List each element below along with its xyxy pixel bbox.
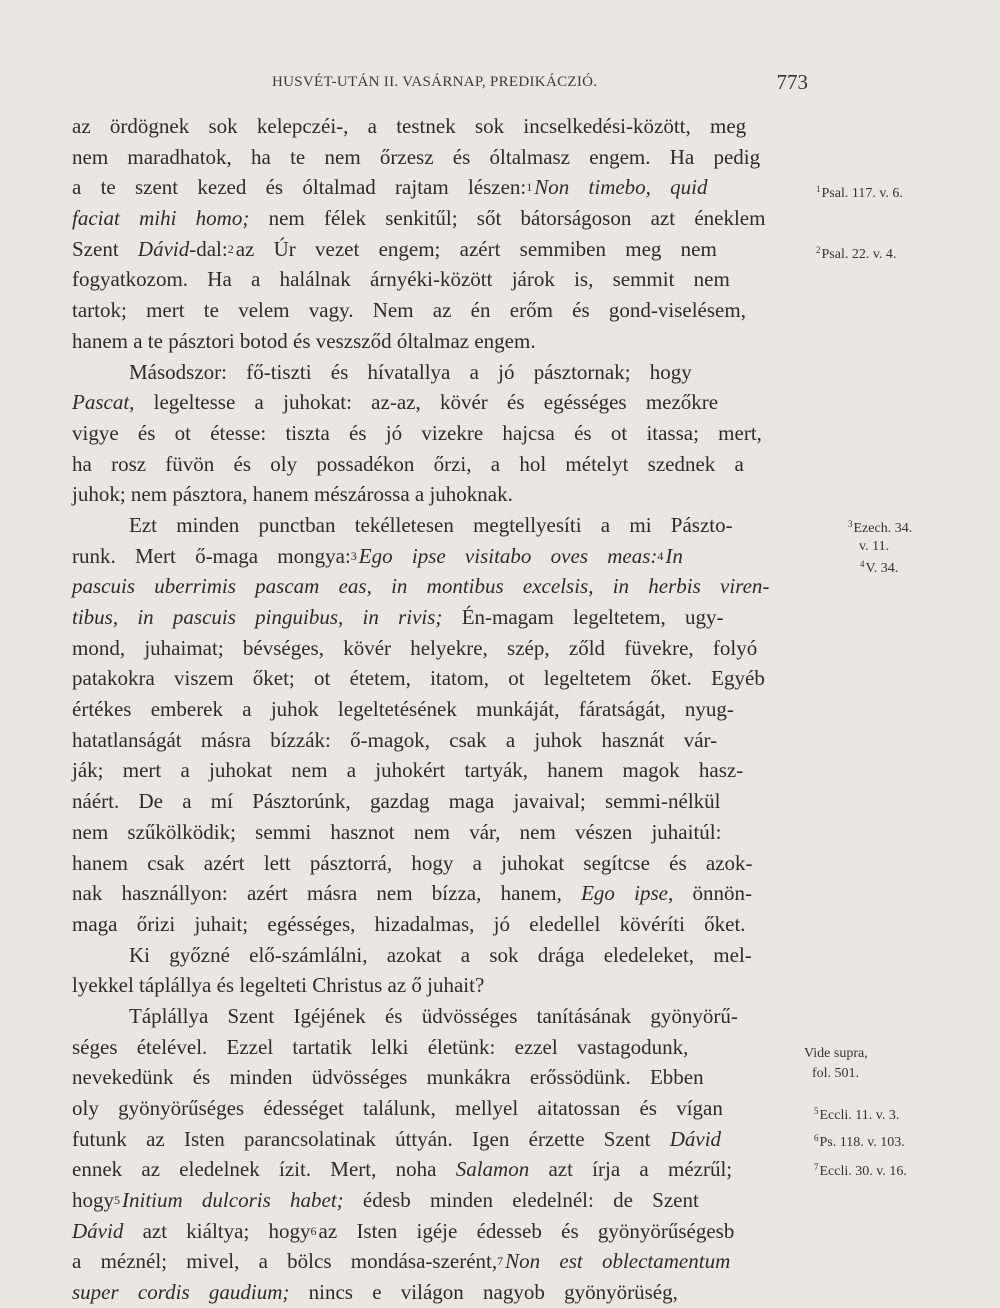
text-line: [72, 357, 812, 388]
text-run: Másodszor: fő-tiszti és hívatallya a jó pásztornak; hogy: [129, 359, 692, 384]
text-run: -dal:: [189, 236, 228, 261]
text-run: azt kiáltya; hogy: [123, 1218, 311, 1243]
text-run: Ezt minden punctban tekélletesen megtellyesíti a mi Pászto-: [129, 512, 733, 537]
footnote-marker: 1: [526, 180, 533, 195]
text-run: maga őrizi juhait; egésséges, hizadalmas, jó eledellel kövéríti őket.: [72, 911, 746, 936]
italic-text: pascuis uberrimis pascam eas, in montibus excelsis, in herbis viren-: [72, 574, 770, 599]
text-run: hanem csak azért lett pásztorrá, hogy a juhokat segítcse és azok-: [72, 850, 753, 875]
margin-note: [804, 1045, 868, 1062]
text-line: [72, 663, 812, 694]
text-run: fogyatkozom. Ha a halálnak árnyéki-között járok is, semmit nem: [72, 267, 730, 292]
text-line: [72, 571, 812, 602]
text-run: vigye és ot étesse: tiszta és jó vizekre hajcsa és ot itassa; mert,: [72, 420, 762, 445]
text-run: édesb minden eledelnél: de Szent: [343, 1188, 699, 1213]
text-line: [72, 848, 812, 879]
note-text: Psal. 22. v. 4.: [821, 247, 897, 262]
text-run: Táplállya Szent Igéjének és üdvösséges tanításának gyönyörű-: [129, 1003, 738, 1028]
text-run: értékes emberek a juhok legeltetésének munkáját, fáratságát, nyug-: [72, 697, 734, 722]
text-run: az Isten igéje édesseb és gyönyörűségesb: [318, 1218, 735, 1243]
text-run: nincs e világon nagyob gyönyörüség,: [289, 1280, 678, 1305]
text-line: [72, 878, 812, 909]
text-line: [72, 510, 812, 541]
text-run: náért. De a mí Pásztorúnk, gazdag maga javaival; semmi-nélkül: [72, 789, 721, 814]
text-run: ennek az eledelnek ízit. Mert, noha: [72, 1157, 456, 1182]
text-run: önnön-: [673, 881, 752, 906]
italic-text: Ego ipse visitabo oves meas:: [358, 543, 658, 568]
text-run: oly gyönyörűséges édességet találunk, mellyel aitatossan és vígan: [72, 1096, 723, 1120]
text-run: tartok; mert te velem vagy. Nem az én erőm és gond-viselésem,: [72, 298, 746, 323]
text-run: mond, juhaimat; bévséges, kövér helyekre, szép, zőld füvekre, folyó: [72, 635, 758, 660]
text-run: nevekedünk és minden üdvösséges munkákra erőssödünk. Ebben: [72, 1065, 704, 1090]
footnote-marker: 6: [310, 1223, 317, 1238]
page-header: [262, 70, 808, 102]
text-line: [72, 1093, 812, 1124]
note-text: Psal. 117. v. 6.: [821, 186, 903, 201]
text-run: az Úr vezet engem; azért semmiben meg nem: [235, 236, 717, 261]
italic-text: Dávid: [72, 1218, 124, 1243]
text-run: a méznél; mivel, a bölcs mondása-szerént,: [72, 1249, 498, 1274]
note-text: v. 11.: [859, 539, 890, 554]
text-run: azt írja a mézrűl;: [529, 1157, 733, 1182]
text-line: [72, 172, 812, 203]
text-run: nem maradhatok, ha te nem őrzesz és óltalmasz engem. Ha pedig: [72, 144, 761, 169]
italic-text: Salamon: [455, 1157, 530, 1182]
text-line: [72, 694, 812, 725]
text-line: [72, 203, 812, 234]
note-marker: 7: [814, 1162, 819, 1172]
italic-text: Non est oblectamentum: [505, 1249, 731, 1274]
text-line: [72, 725, 812, 756]
text-run: hogy: [72, 1188, 114, 1213]
text-run: Ki győzné elő-számlálni, azokat a sok drága eledeleket, mel-: [129, 942, 752, 967]
text-run: Szent: [72, 236, 138, 261]
note-text: Ps. 118. v. 103.: [819, 1135, 905, 1150]
margin-note: [814, 1103, 899, 1124]
margin-note: [848, 516, 912, 537]
margin-note: [859, 538, 889, 555]
text-line: [72, 940, 812, 971]
text-run: juhok; nem pásztora, hanem mészárossa a juhoknak.: [72, 482, 513, 507]
text-run: az ördögnek sok kelepczéi-, a testnek sok incselkedési-között, meg: [72, 114, 747, 138]
page-number: 773: [776, 70, 808, 94]
italic-text: faciat mihi homo;: [72, 206, 250, 231]
text-run: ják; mert a juhokat nem a juhokért tartyák, hanem magok hasz-: [72, 758, 744, 783]
text-line: [72, 633, 812, 664]
margin-note: [816, 242, 896, 263]
text-run: hatatlanságát másra bízzák: ő-magok, csak a juhok hasznát vár-: [72, 727, 718, 752]
margin-note: [860, 556, 898, 577]
text-line: [72, 1185, 812, 1216]
margin-notes: [800, 0, 1000, 1267]
italic-text: Initium dulcoris habet;: [122, 1188, 344, 1213]
text-run: patakokra viszem őket; ot étetem, itatom, ot legeltetem őket. Egyéb: [72, 666, 765, 691]
text-run: séges ételével. Ezzel tartatik lelki életünk: ezzel vastagodunk,: [72, 1034, 689, 1059]
text-line: [72, 1216, 812, 1247]
text-line: [72, 111, 812, 142]
text-line: [72, 449, 812, 480]
text-line: [72, 326, 812, 357]
text-line: [72, 479, 812, 510]
text-line: [72, 1032, 812, 1063]
text-run: futunk az Isten parancsolatinak úttyán. Igen érzette Szent: [72, 1126, 670, 1151]
text-line: [72, 541, 812, 572]
note-text: Ezech. 34.: [853, 521, 913, 536]
text-line: [72, 1154, 812, 1185]
note-marker: 1: [816, 184, 821, 194]
note-text: V. 34.: [865, 561, 899, 576]
text-line: [72, 1062, 812, 1093]
footnote-marker: 3: [350, 548, 357, 563]
italic-text: tibus, in pascuis pinguibus, in rivis;: [72, 605, 443, 629]
note-text: Eccli. 30. v. 16.: [819, 1164, 907, 1179]
text-run: nem szűkölködik; semmi hasznot nem vár, nem vészen juhaitúl:: [72, 819, 722, 844]
text-line: [72, 264, 812, 295]
text-line: [72, 755, 812, 786]
text-line: [72, 1124, 812, 1155]
text-run: lyekkel táplállya és legelteti Christus az ő juhait?: [72, 973, 485, 998]
text-line: [72, 1246, 812, 1277]
text-line: [72, 786, 812, 817]
body-text: [72, 111, 812, 1308]
margin-note: [812, 1065, 859, 1082]
note-marker: 3: [848, 519, 853, 529]
text-line: [72, 1001, 812, 1032]
italic-text: In: [665, 543, 683, 568]
margin-note: [814, 1159, 907, 1180]
text-line: [72, 1277, 812, 1308]
text-run: hanem a te pásztori botod és veszsződ óltalmaz engem.: [72, 328, 536, 353]
italic-text: super cordis gaudium;: [72, 1280, 290, 1305]
text-run: nem félek senkitűl; sőt bátorságoson azt éneklem: [249, 206, 766, 231]
note-text: fol. 501.: [812, 1066, 860, 1081]
note-marker: 4: [860, 559, 865, 569]
italic-text: Dávid: [137, 236, 190, 261]
text-line: [72, 817, 812, 848]
footnote-marker: 2: [227, 241, 234, 256]
text-run: Én-magam legeltetem, ugy-: [442, 605, 724, 629]
text-run: runk. Mert ő-maga mongya:: [72, 543, 351, 568]
note-marker: 5: [814, 1106, 819, 1116]
text-line: [72, 142, 812, 173]
text-line: [72, 602, 812, 633]
text-line: [72, 387, 812, 418]
note-marker: 6: [814, 1133, 819, 1143]
margin-note: [816, 181, 903, 202]
margin-note: [814, 1130, 905, 1151]
text-line: [72, 909, 812, 940]
text-run: legeltesse a juhokat: az-az, kövér és egésséges mezőkre: [134, 390, 719, 415]
italic-text: Pascat,: [72, 390, 135, 415]
note-marker: 2: [816, 245, 821, 255]
text-line: [72, 418, 812, 449]
text-run: a te szent kezed és óltalmad rajtam lészen:: [72, 175, 527, 200]
text-line: [72, 970, 812, 1001]
italic-text: Non timebo, quid: [534, 175, 708, 200]
note-text: Eccli. 11. v. 3.: [819, 1108, 900, 1123]
footnote-marker: 4: [657, 548, 664, 563]
text-line: [72, 295, 812, 326]
text-run: nak használlyon: azért másra nem bízza, hanem,: [72, 881, 582, 906]
note-text: Vide supra,: [804, 1046, 868, 1061]
text-run: ha rosz füvön és oly possadékon őrzi, a hol mételyt szednek a: [72, 451, 744, 476]
italic-text: Ego ipse,: [581, 881, 674, 906]
running-head: HUSVÉT-UTÁN II. VASÁRNAP, PREDIKÁCZIÓ.: [272, 74, 598, 90]
footnote-marker: 7: [497, 1254, 504, 1269]
text-line: [72, 234, 812, 265]
italic-text: Dávid: [669, 1126, 722, 1151]
footnote-marker: 5: [114, 1193, 120, 1208]
